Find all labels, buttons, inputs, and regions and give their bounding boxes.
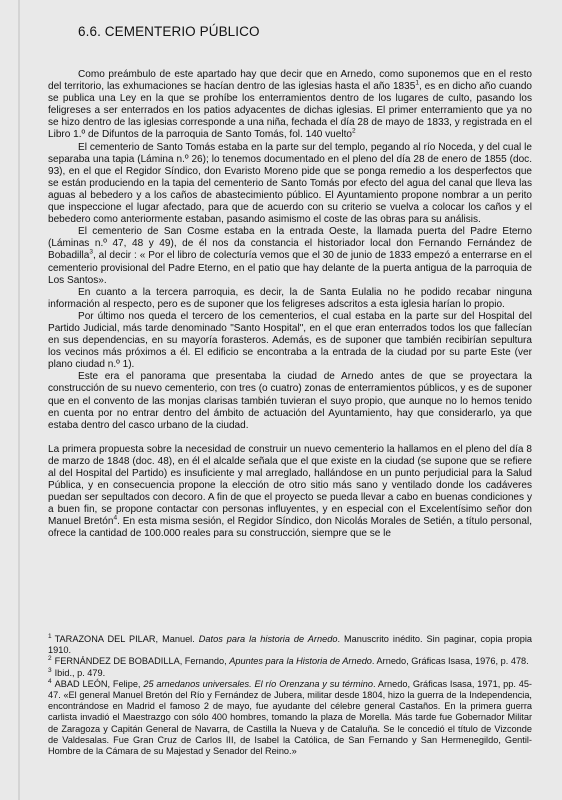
paragraph: El cementerio de San Cosme estaba en la entrada Oeste, la llamada puerta del Padre Eterno (Láminas n.º 47, 48 y 49), de él nos da constancia el historiador local don Fernando Fernández de Bobadilla$^3$, al decir : « Por el libro de colecturía vemos que el 30 de junio de 1833 empezó a enterrarse en el cementerio provisional del Padre Eterno, en el patio que hay delante de la puerta antigua de la parroquia de Los Santos».	[48, 226, 532, 286]
paragraph: En cuanto a la tercera parroquia, es decir, la de Santa Eulalia no he podido recabar ninguna información al respecto, pero es de suponer que los feligreses adscritos a esta iglesia harían lo propio.	[48, 286, 532, 310]
footnote: $^2$ FERNÁNDEZ DE BOBADILLA, Fernando, Apuntes para la Historia de Arnedo. Arnedo, Gráficas Isasa, 1976, p. 478.	[48, 655, 529, 667]
footnote: $^4$ ABAD LEÓN, Felipe, 25 arnedanos universales. El río Orenzana y su término. Arnedo, Gráficas Isasa, 1971, pp. 45-47. «El general Manuel Bretón del Río y Fernández de Jubera, militar desde 1804, hizo la guerra de la Independencia, encontrándose en Madrid el famoso 2 de mayo, fue ayudante del célebre general Castaños. En la primera guerra carlista invadió el Maestrazgo con sólo 400 hombres, tomando la plaza de Morella. Más tarde fue Gobernador Militar de Zaragoza y Capitán General de Navarra, de Castilla la Nueva y de Cataluña. Se le concedió el título de Vizconde de Valdesalas. Fue Gran Cruz de Carlos III, de Isabel la Católica, de San Fernando y San Hermenegildo, Gentil-Hombre de la Cámara de su Majestad y Senador del Reino.»	[48, 677, 532, 757]
paragraph: La primera propuesta sobre la necesidad de construir un nuevo cementerio la hallamos en el pleno del día 8 de marzo de 1848 (doc. 48), en él el alcalde señala que el que existe en la ciudad (se supone que se refiere al del Hospital del Partido) es insuficiente y mal arreglado, hallándose en un punto perjudicial para la Salud Pública, y en consecuencia propone la elección de otro sitio más sano y ventilado donde los cadáveres puedan ser sepultados con decoro. A fin de que el proyecto se pueda llevar a cabo en buenas condiciones y a buen fin, se propone contactar con personas influyentes, y en especial con el Excelentísimo señor don Manuel Bretón$^4$. En esta misma sesión, el Regidor Síndico, don Nicolás Morales de Setién, a título personal, ofrece la cantidad de 100.000 reales para su construcción, siempre que se le	[48, 443, 532, 540]
section-heading: 6.6. CEMENTERIO PÚBLICO	[78, 24, 260, 39]
footnote-ref[interactable]: 1	[415, 79, 419, 87]
footnote-ref[interactable]: 3	[89, 249, 93, 257]
body-text	[48, 69, 532, 541]
paragraph: Por último nos queda el tercero de los cementerios, el cual estaba en la parte sur del Hospital del Partido Judicial, más tarde denominado "Santo Hospital", en el que eran enterrados todos los que fallecían en sus dependencias, en su mayoría forasteros. Además, es de suponer que también recibirían sepultura los vecinos más próximos a él. El edificio se encontraba a la entrada de la ciudad por su parte Este (ver plano ciudad n.º 1).	[48, 310, 532, 371]
footnote: $^3$ Ibid., p. 479.	[48, 666, 106, 678]
paragraph: Como preámbulo de este apartado hay que decir que en Arnedo, como suponemos que en el resto del territorio, las exhumaciones se hacían dentro de las iglesias hasta el año 1835$^1$, es en dicho año cuando se publica una Ley en la que se prohíbe los enterramientos dentro de los lugares de culto, pasando los feligreses a ser enterrados en los patios adyacentes de dichas iglesias. El primer enterramiento que ya no se hizo dentro de las iglesias corresponde a una niña, fechada el día 28 de mayo de 1833, y registrada en el Libro 1.º de Difuntos de la parroquia de Santo Tomás, fol. 140 vuelto$^2$	[48, 69, 533, 141]
footnote-ref[interactable]: 4	[113, 515, 118, 523]
footnote: $^1$ TARAZONA DEL PILAR, Manuel. Datos para la historia de Arnedo. Manuscrito inédito. Sin paginar, copia propia 1910.	[48, 632, 533, 656]
paragraph: El cementerio de Santo Tomás estaba en la parte sur del templo, pegando al río Noceda, y del cual le separaba una tapia (Lámina n.º 26); lo tenemos documentado en el pleno del día 28 de enero de 1855 (doc. 93), en el que el Regidor Síndico, don Evaristo Moreno pide que se ponga remedio a los desperfectos que se están produciendo en la tapia del cementerio de Santo Tomás por efecto del agua del canal que lleva las aguas al bebedero y a los caños de abastecimiento público. El Ayuntamiento propone nombrar a un perito que inspeccione el lugar afectado, para que de acuerdo con su criterio se vuelva a colocar los caños y el bebedero como anteriormente estaban, pasando asimismo el coste de las obras para su análisis.	[48, 141, 532, 226]
footnote-ref[interactable]: 2	[351, 128, 356, 136]
footnotes	[48, 634, 532, 757]
paragraph: Este era el panorama que presentaba la ciudad de Arnedo antes de que se proyectara la construcción de su nuevo cementerio, con tres (o cuatro) zonas de enterramientos públicos, y es de suponer que en el convento de las monjas clarisas también tuvieran el suyo propio, que aunque no lo hemos tenido en cuenta por no entrar dentro del ámbito de actuación del Ayuntamiento, hay que considerarlo, ya que estaba dentro del casco urbano de la ciudad.	[48, 371, 532, 431]
